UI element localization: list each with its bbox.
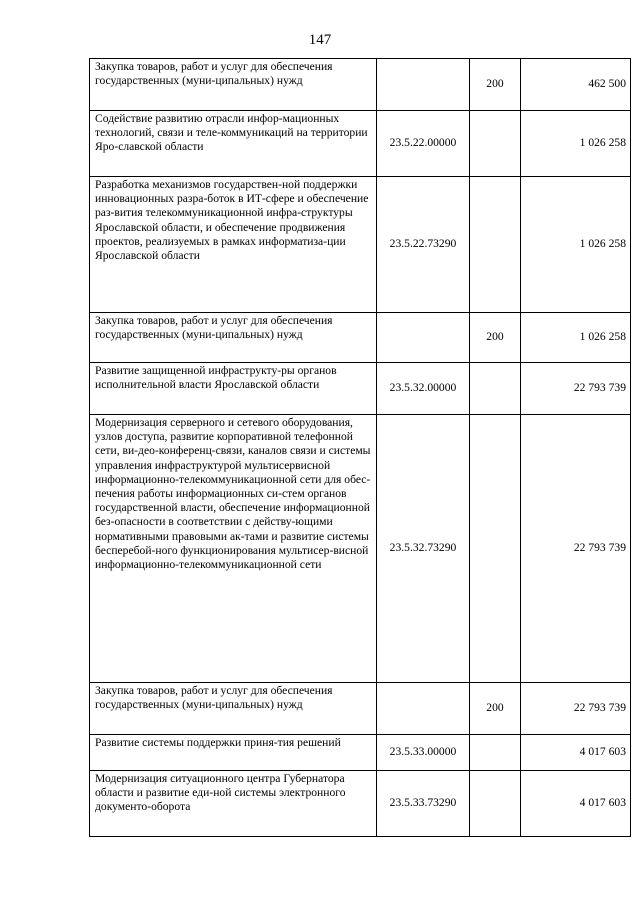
row-expense-type (470, 177, 521, 313)
row-description: Закупка товаров, работ и услуг для обеспечения государственных (муни-ципальных) нужд (90, 313, 377, 363)
row-amount: 22 793 739 (521, 363, 631, 415)
row-expense-type (470, 735, 521, 771)
row-amount: 1 026 258 (521, 313, 631, 363)
row-target-code: 23.5.33.00000 (377, 735, 470, 771)
budget-table (89, 58, 631, 837)
row-description: Закупка товаров, работ и услуг для обеспечения государственных (муни-ципальных) нужд (90, 59, 377, 111)
table-row (90, 415, 631, 683)
row-target-code: 23.5.33.73290 (377, 771, 470, 837)
row-description: Модернизация серверного и сетевого оборудования, узлов доступа, развитие корпоративной телефонной сети, ви-део-конференц-связи, каналов связи и системы управления инфраструктурой мультисервисной информационно-телекоммуникационной сети для обес-печения работы информационных си-стем органов государственной власти, обеспечение информационной без-опасности в соответствии с действу-ющими нормативными правовыми ак-тами и развитие системы бесперебой-ного функционирования мультисер-висной информационно-телекоммуникационной сети (90, 415, 377, 683)
table-row (90, 771, 631, 837)
row-description: Развитие защищенной инфраструкту-ры органов исполнительной власти Ярославской области (90, 363, 377, 415)
row-amount: 22 793 739 (521, 683, 631, 735)
table-row (90, 683, 631, 735)
table-row (90, 363, 631, 415)
row-target-code: 23.5.22.00000 (377, 111, 470, 177)
row-amount: 4 017 603 (521, 771, 631, 837)
table-row (90, 59, 631, 111)
row-target-code: 23.5.22.73290 (377, 177, 470, 313)
row-target-code: 23.5.32.00000 (377, 363, 470, 415)
row-description: Модернизация ситуационного центра Губернатора области и развитие еди-ной системы электронного документо-оборота (90, 771, 377, 837)
row-expense-type (470, 771, 521, 837)
row-amount: 462 500 (521, 59, 631, 111)
table-row (90, 177, 631, 313)
table-row (90, 735, 631, 771)
row-amount: 4 017 603 (521, 735, 631, 771)
row-expense-type (470, 363, 521, 415)
row-target-code (377, 313, 470, 363)
row-expense-type: 200 (470, 59, 521, 111)
row-description: Содействие развитию отрасли инфор-мационных технологий, связи и теле-коммуникаций на территории Яро-славской области (90, 111, 377, 177)
row-amount: 1 026 258 (521, 111, 631, 177)
page-number: 147 (308, 32, 332, 48)
table-row (90, 111, 631, 177)
table-row (90, 313, 631, 363)
row-amount: 1 026 258 (521, 177, 631, 313)
row-expense-type (470, 415, 521, 683)
row-description: Закупка товаров, работ и услуг для обеспечения государственных (муни-ципальных) нужд (90, 683, 377, 735)
row-description: Разработка механизмов государствен-ной поддержки инновационных разра-боток в ИТ-сфере и обеспечение раз-вития телекоммуникационной инфра-структуры Ярославской области, и обеспечение продвижения проектов, реализуемых в рамках информатиза-ции Ярославской области (90, 177, 377, 313)
row-description: Развитие системы поддержки приня-тия решений (90, 735, 377, 771)
row-expense-type: 200 (470, 683, 521, 735)
row-target-code: 23.5.32.73290 (377, 415, 470, 683)
row-amount: 22 793 739 (521, 415, 631, 683)
row-target-code (377, 683, 470, 735)
row-expense-type: 200 (470, 313, 521, 363)
row-expense-type (470, 111, 521, 177)
row-target-code (377, 59, 470, 111)
